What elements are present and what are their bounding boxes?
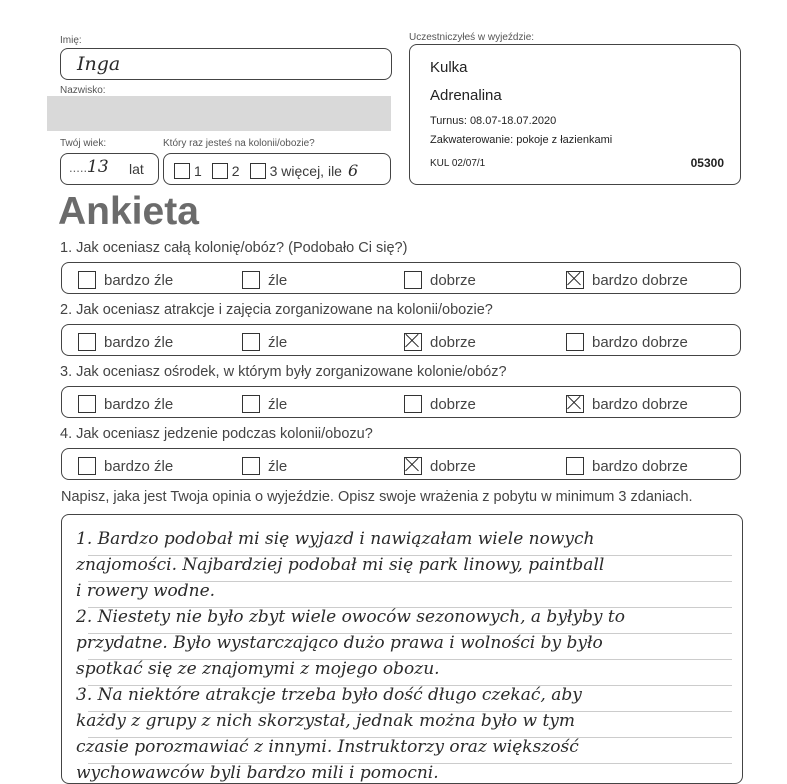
checkbox[interactable] [404, 395, 422, 413]
option-label: bardzo źle [104, 271, 174, 289]
question-1-option-2[interactable] [242, 271, 287, 289]
checkbox[interactable] [242, 333, 260, 351]
handwriting-line: czasie porozmawiać z innymi. Instruktorzy oraz większość [76, 737, 579, 757]
opt-3-label: 3 więcej, ile [269, 162, 342, 179]
checkbox-2[interactable] [212, 163, 228, 179]
ticket-turnus: Turnus: 08.07-18.07.2020 [430, 115, 557, 127]
checkbox[interactable] [78, 457, 96, 475]
wiek-field[interactable]: ...... 13 lat [60, 153, 159, 185]
checkbox[interactable] [566, 271, 584, 289]
checkbox[interactable] [566, 395, 584, 413]
handwriting-line: i rowery wodne. [76, 581, 216, 601]
question-4-options [61, 448, 741, 480]
ktory-raz-field[interactable] [163, 153, 391, 185]
question-2-text: 2. Jak oceniasz atrakcje i zajęcia zorganizowane na kolonii/obozie? [60, 302, 493, 318]
handwriting-line: przydatne. Było wystarczająco dużo prawa i wolności by było [76, 633, 603, 653]
question-4-option-1[interactable] [78, 457, 173, 475]
question-3-options [61, 386, 741, 418]
option-label: dobrze [430, 271, 476, 289]
opinion-prompt: Napisz, jaka jest Twoja opinia o wyjeździe. Opisz swoje wrażenia z pobytu w minimum 3 zdaniach. [61, 489, 693, 505]
checkbox[interactable] [242, 457, 260, 475]
ktory-raz-label: Który raz jesteś na kolonii/obozie? [163, 138, 315, 149]
ticket-number: 05300 [690, 156, 724, 170]
option-label: bardzo źle [104, 395, 174, 413]
question-2-option-4[interactable] [566, 333, 688, 351]
checkbox[interactable] [566, 457, 584, 475]
nazwisko-redaction [47, 96, 391, 131]
ticket-box [409, 44, 741, 185]
wiek-value: 13 [87, 157, 109, 177]
question-1-text: 1. Jak oceniasz całą kolonię/obóz? (Podobało Ci się?) [60, 240, 408, 256]
option-label: bardzo dobrze [592, 271, 688, 289]
question-3-text: 3. Jak oceniasz ośrodek, w którym były zorganizowane kolonie/obóz? [60, 364, 507, 380]
question-3-option-2[interactable] [242, 395, 287, 413]
checkbox[interactable] [78, 395, 96, 413]
question-2-option-2[interactable] [242, 333, 287, 351]
question-1-options [61, 262, 741, 294]
checkbox[interactable] [242, 271, 260, 289]
option-label: źle [268, 395, 288, 413]
question-3-option-1[interactable] [78, 395, 173, 413]
checkbox[interactable] [404, 457, 422, 475]
handwriting-line: każdy z grupy z nich skorzystał, jednak można było w tym [76, 711, 576, 731]
question-4-option-3[interactable] [404, 457, 476, 475]
option-label: źle [268, 271, 288, 289]
ticket-line1: Kulka [430, 59, 468, 76]
nazwisko-label: Nazwisko: [60, 85, 106, 96]
handwriting-line: spotkać się ze znajomymi z mojego obozu. [76, 659, 440, 679]
lat-label: lat [129, 161, 144, 177]
question-2-options [61, 324, 741, 356]
handwriting-line: znajomości. Najbardziej podobał mi się park linowy, paintball [76, 555, 605, 575]
question-2-option-3[interactable] [404, 333, 476, 351]
option-label: bardzo dobrze [592, 333, 688, 351]
ile-value: 6 [347, 161, 359, 180]
option-label: bardzo dobrze [592, 395, 688, 413]
question-1-option-1[interactable] [78, 271, 173, 289]
checkbox-3[interactable] [250, 163, 266, 179]
option-label: bardzo źle [104, 333, 174, 351]
handwriting-line: wychowawców byli bardzo mili i pomocni. [76, 763, 439, 783]
imie-label: Imię: [60, 35, 82, 46]
wiek-label: Twój wiek: [60, 138, 107, 149]
ticket-line2: Adrenalina [430, 87, 502, 104]
checkbox[interactable] [404, 271, 422, 289]
checkbox[interactable] [404, 333, 422, 351]
question-1-option-4[interactable] [566, 271, 688, 289]
option-label: bardzo źle [104, 457, 174, 475]
option-label: dobrze [430, 457, 476, 475]
option-label: źle [268, 457, 288, 475]
option-label: bardzo dobrze [592, 457, 688, 475]
imie-value: Inga [77, 53, 121, 75]
imie-field[interactable] [60, 48, 392, 80]
option-label: dobrze [430, 395, 476, 413]
question-3-option-3[interactable] [404, 395, 476, 413]
checkbox[interactable] [78, 333, 96, 351]
question-2-option-1[interactable] [78, 333, 173, 351]
page-title: Ankieta [58, 190, 199, 233]
option-label: źle [268, 333, 288, 351]
question-4-option-4[interactable] [566, 457, 688, 475]
handwriting-line: 2. Niestety nie było zbyt wiele owoców sezonowych, a byłyby to [76, 607, 625, 627]
question-3-option-4[interactable] [566, 395, 688, 413]
option-label: dobrze [430, 333, 476, 351]
question-4-text: 4. Jak oceniasz jedzenie podczas kolonii/obozu? [60, 426, 373, 442]
question-1-option-3[interactable] [404, 271, 476, 289]
ticket-code: KUL 02/07/1 [430, 158, 486, 169]
checkbox-1[interactable] [174, 163, 190, 179]
opinion-text-area[interactable] [61, 514, 743, 784]
question-4-option-2[interactable] [242, 457, 287, 475]
opt-2-label: 2 [231, 162, 240, 179]
ticket-zakwaterowanie: Zakwaterowanie: pokoje z łazienkami [430, 134, 613, 146]
opt-1-label: 1 [194, 162, 202, 179]
checkbox[interactable] [78, 271, 96, 289]
checkbox[interactable] [242, 395, 260, 413]
ticket-label: Uczestniczyłeś w wyjeździe: [409, 32, 535, 43]
checkbox[interactable] [566, 333, 584, 351]
handwriting-line: 1. Bardzo podobał mi się wyjazd i nawiązałam wiele nowych [76, 529, 595, 549]
handwriting-line: 3. Na niektóre atrakcje trzeba było dość długo czekać, aby [76, 685, 582, 705]
